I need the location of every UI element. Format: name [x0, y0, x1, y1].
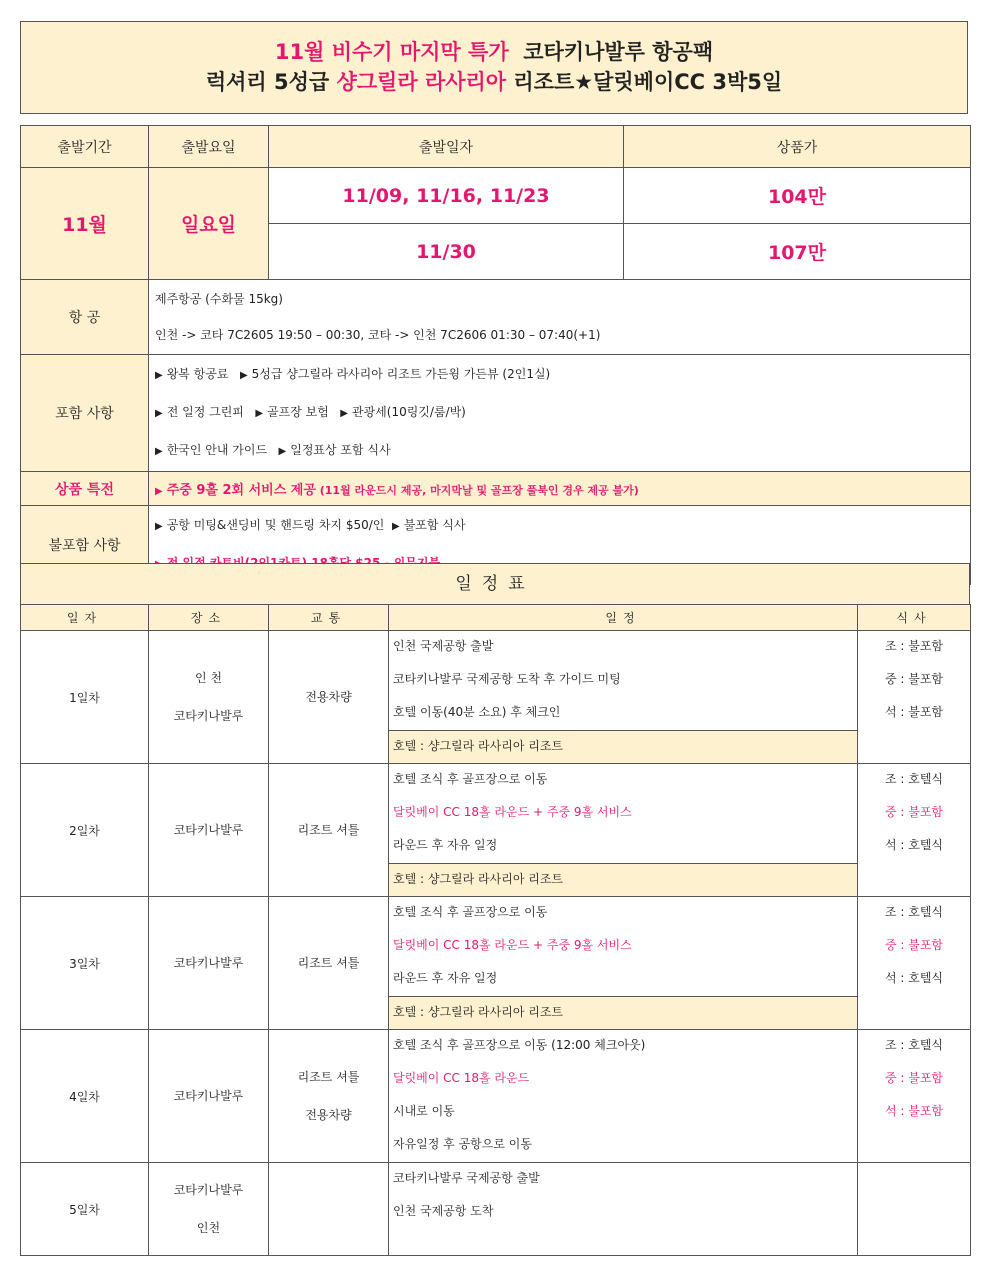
- meal-item: 중 : 불포함: [884, 1071, 944, 1085]
- schedule-title: 일정표: [20, 563, 970, 605]
- hotel-info: 호텔 : 샹그릴라 라사리아 리조트: [389, 996, 857, 1029]
- title-banner: [20, 21, 968, 114]
- itinerary-item: 라운드 후 자유 일정: [393, 838, 498, 852]
- day-label: 5일차: [21, 1163, 149, 1256]
- title-line2-a: 럭셔리 5성급: [205, 70, 337, 94]
- include-line: [155, 394, 969, 432]
- hotel-info: 호텔 : 샹그릴라 라사리아 리조트: [389, 730, 857, 763]
- itinerary-item: 호텔 조식 후 골프장으로 이동: [393, 772, 548, 786]
- bullet-triangle-icon: ▶: [155, 370, 163, 381]
- itinerary-item: 인천 국제공항 출발: [393, 639, 494, 653]
- special-label: 상품 특전: [21, 472, 149, 506]
- place: 코타키나발루: [173, 709, 244, 723]
- exclude-label: 불포함 사항: [21, 506, 149, 585]
- place: 인 천: [195, 671, 222, 685]
- meals-cell: [858, 631, 971, 764]
- place: 코타키나발루: [173, 956, 244, 970]
- itinerary-cell: [389, 897, 858, 1030]
- bullet-triangle-icon: ▶: [155, 446, 163, 457]
- meal-item: 석 : 호텔식: [884, 971, 944, 985]
- itinerary-item: 호텔 조식 후 골프장으로 이동 (12:00 체크아웃): [393, 1038, 646, 1052]
- bullet-triangle-icon: ▶: [340, 408, 348, 419]
- schedule-body: [21, 631, 971, 1256]
- header-day: 일자: [21, 605, 149, 631]
- place-cell: [149, 631, 269, 764]
- itinerary-item: 인천 국제공항 도착: [393, 1204, 494, 1218]
- bullet-triangle-icon: ▶: [155, 408, 163, 419]
- transport-cell: [269, 1030, 389, 1163]
- special-note: (11월 라운드시 제공, 마지막날 및 골프장 풀북인 경우 제공 불가): [315, 484, 639, 497]
- include-item: 골프장 보험: [267, 405, 329, 419]
- flight-info: [149, 280, 971, 355]
- place-cell: [149, 1030, 269, 1163]
- meal-item: 중 : 불포함: [884, 938, 944, 952]
- transport: 전용차량: [305, 1108, 352, 1122]
- meal-item: 조 : 호텔식: [884, 772, 944, 786]
- place-cell: [149, 897, 269, 1030]
- itinerary-cell: [389, 1030, 858, 1163]
- schedule-row: [21, 897, 971, 1030]
- title-highlight: 11월 비수기 마지막 특가: [274, 40, 509, 64]
- exclude-line: [155, 507, 969, 545]
- departure-period: 11월: [21, 168, 149, 280]
- itinerary-item: 라운드 후 자유 일정: [393, 971, 498, 985]
- flight-label: 항 공: [21, 280, 149, 355]
- itinerary-cell: [389, 631, 858, 764]
- transport-cell: [269, 631, 389, 764]
- place: 인천: [196, 1221, 221, 1235]
- price-table: [20, 125, 971, 280]
- itinerary-item: 달릿베이 CC 18홀 라운드 + 주중 9홀 서비스: [393, 805, 632, 819]
- transport: 리조트 셔틀: [297, 956, 360, 970]
- itinerary-item: 코타키나발루 국제공항 출발: [393, 1171, 540, 1185]
- itinerary-item: 호텔 이동(40분 소요) 후 체크인: [393, 705, 561, 719]
- special-info: [149, 472, 971, 506]
- bullet-triangle-icon: ▶: [155, 521, 163, 532]
- include-item: 5성급 샹그릴라 라사리아 리조트 가든윙 가든뷰 (2인1실): [251, 367, 551, 381]
- transport: 리조트 셔틀: [297, 823, 360, 837]
- meal-item: 석 : 불포함: [884, 705, 944, 719]
- product-price: 104만: [624, 168, 971, 224]
- itinerary-item: 코타키나발루 국제공항 도착 후 가이드 미팅: [393, 672, 621, 686]
- title-line-2: [21, 67, 967, 97]
- day-label: 2일차: [21, 764, 149, 897]
- bullet-triangle-icon: ▶: [239, 370, 248, 381]
- place: 코타키나발루: [173, 1089, 244, 1103]
- include-line: [155, 432, 969, 470]
- meals-cell: [858, 1030, 971, 1163]
- header-meals: 식사: [858, 605, 971, 631]
- schedule-row: [21, 1163, 971, 1256]
- airline-line: 제주항공 (수화물 15kg): [155, 292, 283, 306]
- title-hotel-name: 샹그릴라 라사리아: [336, 70, 507, 94]
- product-price: 107만: [624, 224, 971, 280]
- hotel-info: 호텔 : 샹그릴라 라사리아 리조트: [389, 863, 857, 896]
- transport-cell: [269, 764, 389, 897]
- departure-weekday: 일요일: [149, 168, 269, 280]
- transport: 리조트 셔틀: [297, 1070, 360, 1084]
- itinerary-item: 호텔 조식 후 골프장으로 이동: [393, 905, 548, 919]
- departure-dates: 11/30: [269, 224, 624, 280]
- meal-item: 석 : 불포함: [884, 1104, 944, 1118]
- day-label: 3일차: [21, 897, 149, 1030]
- itinerary-item: 시내로 이동: [393, 1104, 455, 1118]
- transport: 전용차량: [305, 690, 352, 704]
- itinerary-item: 자유일정 후 공항으로 이동: [393, 1137, 532, 1151]
- bullet-triangle-icon: ▶: [392, 521, 400, 532]
- meals-cell: [858, 897, 971, 1030]
- bullet-triangle-icon: ▶: [278, 446, 287, 457]
- include-label: 포함 사항: [21, 355, 149, 472]
- include-item: 한국인 안내 가이드: [166, 443, 268, 457]
- place-cell: [149, 1163, 269, 1256]
- exclude-item: 불포함 식사: [403, 518, 466, 532]
- flight-schedule-line: 인천 -> 코타 7C2605 19:50 – 00:30, 코타 -> 인천 7C2606 01:30 – 07:40(+1): [155, 328, 601, 342]
- meal-item: 조 : 불포함: [884, 639, 944, 653]
- meals-cell: [858, 764, 971, 897]
- header-period: 출발기간: [21, 126, 149, 168]
- schedule-table: [20, 604, 971, 1256]
- meal-item: 조 : 호텔식: [884, 1038, 944, 1052]
- schedule-row: [21, 631, 971, 764]
- include-item: 관광세(10링깃/룸/박): [351, 405, 466, 419]
- meal-item: 중 : 불포함: [884, 805, 944, 819]
- title-line-1: [21, 37, 967, 67]
- exclude-item: 공항 미팅&샌딩비 및 핸드링 차지 $50/인: [166, 518, 385, 532]
- bullet-triangle-icon: ▶: [155, 486, 163, 497]
- header-place: 장소: [149, 605, 269, 631]
- meal-item: 조 : 호텔식: [884, 905, 944, 919]
- header-itinerary: 일정: [389, 605, 858, 631]
- itinerary-item: 달릿베이 CC 18홀 라운드: [393, 1071, 530, 1085]
- itinerary-item: 달릿베이 CC 18홀 라운드 + 주중 9홀 서비스: [393, 938, 632, 952]
- include-item: 전 일정 그린피: [166, 405, 244, 419]
- schedule-row: [21, 1030, 971, 1163]
- schedule-row: [21, 764, 971, 897]
- transport-cell: [269, 1163, 389, 1256]
- meals-cell: [858, 1163, 971, 1256]
- day-label: 1일차: [21, 631, 149, 764]
- itinerary-cell: [389, 1163, 858, 1256]
- transport-cell: [269, 897, 389, 1030]
- place: 코타키나발루: [173, 823, 244, 837]
- day-label: 4일차: [21, 1030, 149, 1163]
- itinerary-cell: [389, 764, 858, 897]
- include-item: 일정표상 포함 식사: [290, 443, 391, 457]
- header-transport: 교통: [269, 605, 389, 631]
- include-item: 왕복 항공료: [166, 367, 229, 381]
- bullet-triangle-icon: ▶: [255, 408, 264, 419]
- meal-item: 중 : 불포함: [884, 672, 944, 686]
- info-table: [20, 279, 971, 585]
- include-info: [149, 355, 971, 472]
- include-line: [155, 356, 969, 394]
- special-main: 주중 9홀 2회 서비스 제공: [166, 483, 316, 498]
- place-cell: [149, 764, 269, 897]
- header-price: 상품가: [624, 126, 971, 168]
- title-product: 코타키나발루 항공팩: [523, 40, 714, 64]
- departure-dates: 11/09, 11/16, 11/23: [269, 168, 624, 224]
- header-dates: 출발일자: [269, 126, 624, 168]
- meal-item: 석 : 호텔식: [884, 838, 944, 852]
- header-weekday: 출발요일: [149, 126, 269, 168]
- place: 코타키나발루: [173, 1183, 244, 1197]
- title-line2-b: 리조트★달릿베이CC 3박5일: [506, 70, 783, 94]
